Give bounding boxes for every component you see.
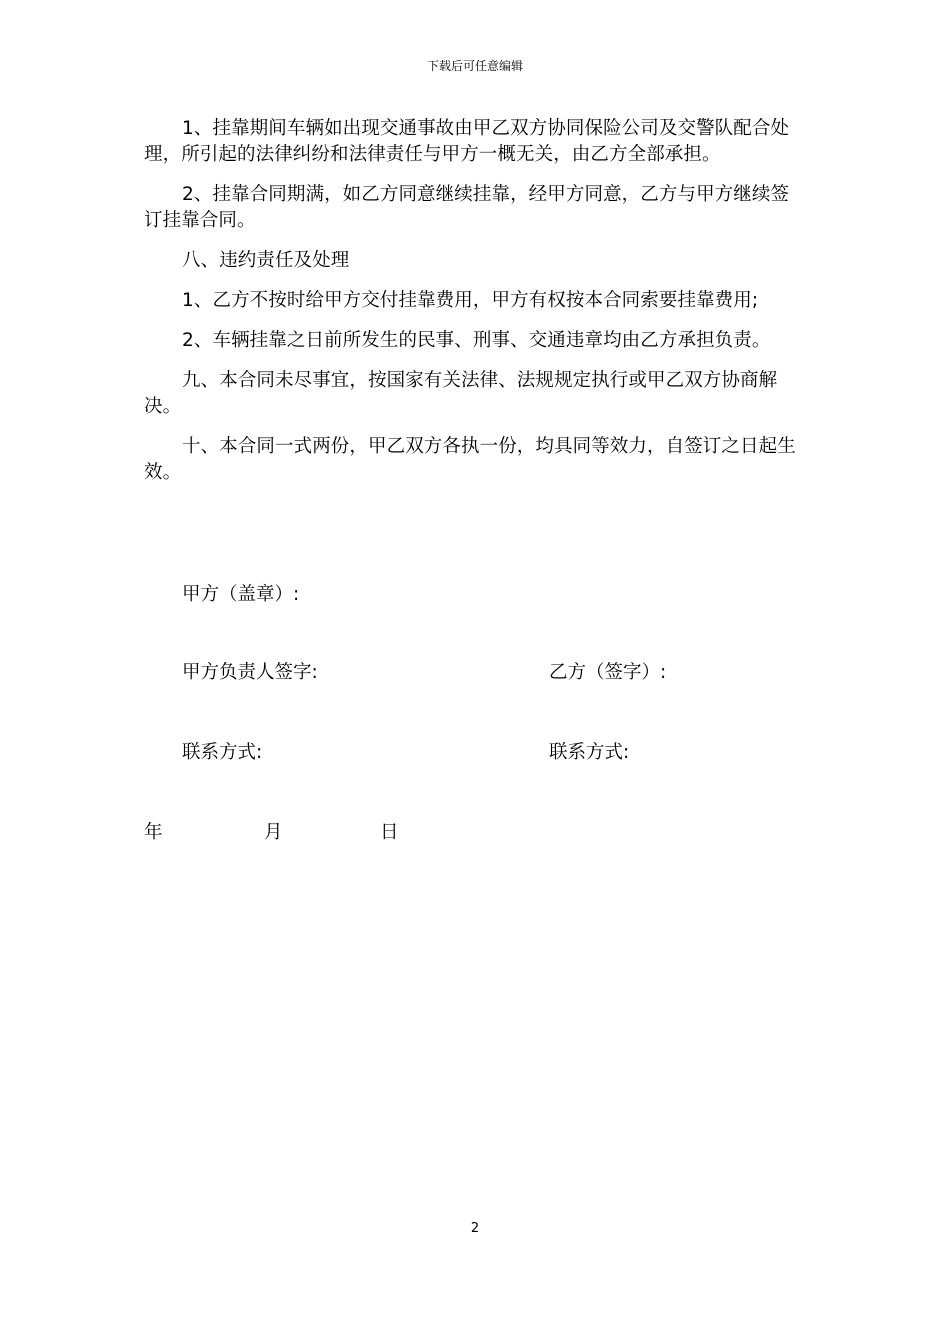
date-day-label: 日 [380, 822, 399, 843]
party-b-sign-label: 乙方（签字）: [549, 662, 667, 683]
page-header: 下载后可任意编辑 [426, 59, 523, 73]
party-a-signer-label: 甲方负责人签字: [182, 662, 318, 683]
clause-contract-renewal: 2、挂靠合同期满，如乙方同意继续挂靠，经甲方同意，乙方与甲方继续签订挂靠合同。 [144, 184, 790, 231]
party-a-contact-label: 联系方式: [182, 742, 263, 763]
clause-unresolved-matters: 九、本合同未尽事宜，按国家有关法律、法规规定执行或甲乙双方协商解决。 [144, 370, 778, 417]
party-a-seal-label: 甲方（盖章）: [182, 584, 300, 605]
section-heading-breach: 八、违约责任及处理 [182, 250, 350, 271]
clause-accident-liability: 1、挂靠期间车辆如出现交通事故由甲乙双方协同保险公司及交警队配合处理，所引起的法律纠纷和法律责任与甲方一概无关，由乙方全部承担。 [144, 118, 790, 165]
contract-body [144, 116, 802, 500]
clause-late-payment: 1、乙方不按时给甲方交付挂靠费用，甲方有权按本合同索要挂靠费用; [182, 290, 759, 311]
clause-prior-liability: 2、车辆挂靠之日前所发生的民事、刑事、交通违章均由乙方承担负责。 [182, 330, 771, 351]
clause-copies-effect: 十、本合同一式两份，甲乙双方各执一份，均具同等效力，自签订之日起生效。 [144, 436, 796, 483]
date-year-label: 年 [144, 822, 163, 843]
page-number: 2 [470, 1221, 480, 1236]
party-b-contact-label: 联系方式: [549, 742, 630, 763]
date-month-label: 月 [264, 822, 283, 843]
